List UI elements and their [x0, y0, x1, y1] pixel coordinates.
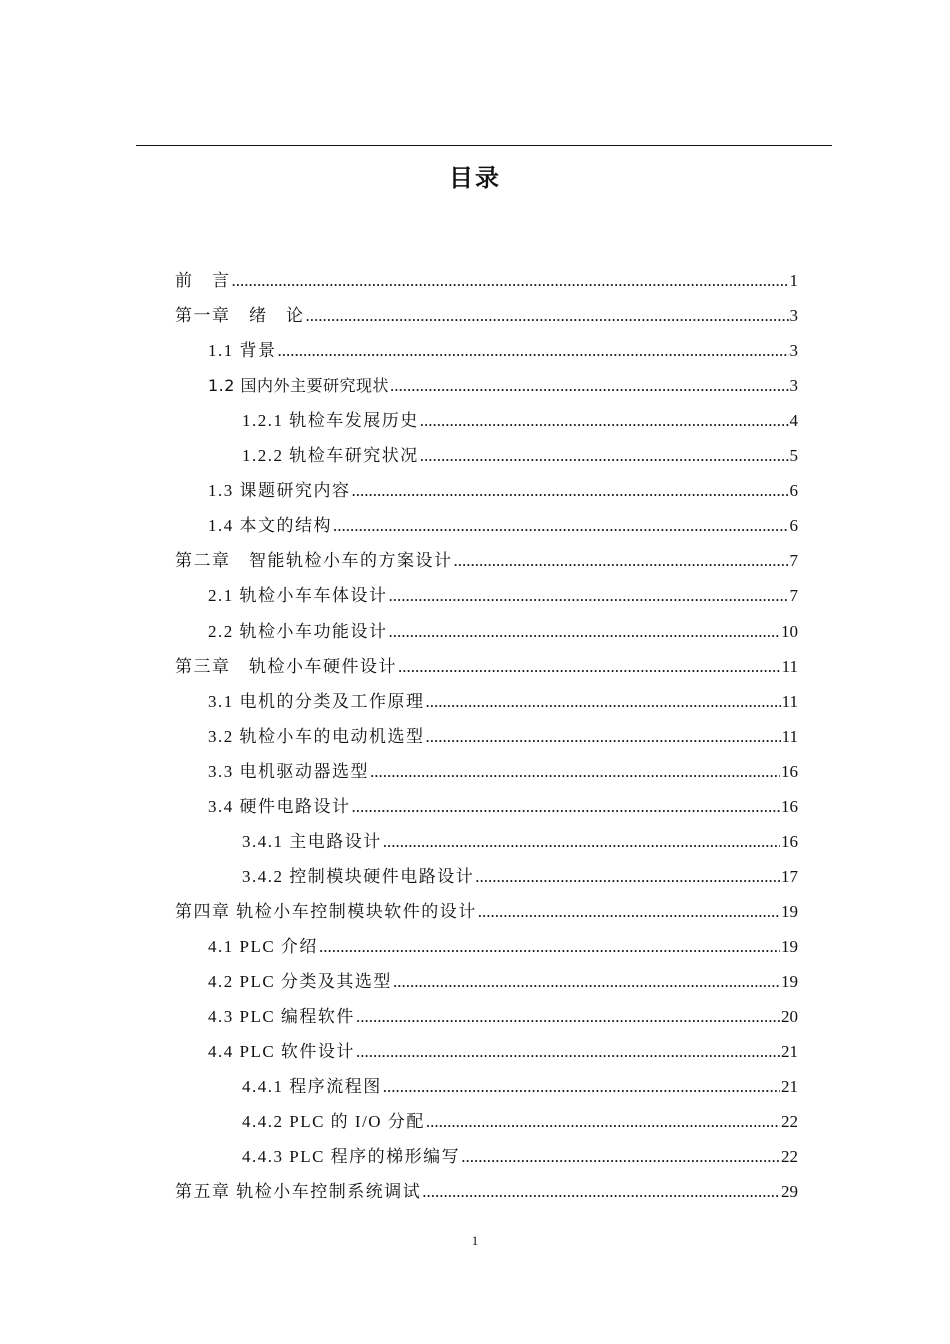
toc-entry-page: 22	[781, 1112, 798, 1132]
dot-leader	[370, 759, 780, 785]
toc-entry[interactable]	[208, 373, 798, 399]
toc-entry-page: 4	[789, 411, 798, 431]
toc-entry[interactable]	[208, 934, 798, 960]
toc-entry-page: 6	[789, 516, 798, 536]
page-title: 目录	[449, 164, 501, 192]
toc-entry[interactable]	[175, 268, 798, 294]
dot-leader	[352, 794, 781, 820]
toc-entry-page: 3	[789, 376, 798, 396]
toc-entry-label: 前 言	[175, 271, 231, 290]
toc-entry-label: 第四章 轨检小车控制模块软件的设计	[175, 901, 477, 921]
toc-entry-page: 7	[789, 551, 798, 571]
dot-leader	[426, 724, 781, 750]
toc-entry-page: 29	[781, 1182, 798, 1202]
toc-entry-label: 2.2 轨检小车功能设计	[208, 621, 388, 641]
dot-leader	[383, 1074, 780, 1100]
toc-entry-page: 21	[781, 1077, 798, 1097]
toc-entry-page: 5	[789, 446, 798, 466]
toc-entry-label: 4.1 PLC 介绍	[208, 936, 318, 956]
toc-entry-label: 第五章 轨检小车控制系统调试	[175, 1182, 422, 1202]
toc-entry-page: 16	[781, 796, 798, 816]
dot-leader	[475, 864, 780, 890]
toc-entry[interactable]	[208, 619, 798, 645]
toc-entry[interactable]	[208, 513, 798, 539]
toc-entry[interactable]	[175, 1179, 798, 1205]
toc-entry-page: 19	[781, 936, 798, 956]
toc-entry[interactable]	[208, 759, 798, 785]
toc-entry-page: 6	[789, 481, 798, 501]
toc-entry-label: 4.3 PLC 编程软件	[208, 1007, 355, 1027]
toc-entry-page: 11	[781, 726, 798, 746]
toc-entry-label: 1.3 课题研究内容	[208, 481, 351, 501]
toc-entry[interactable]	[208, 724, 798, 750]
toc-entry-page: 1	[789, 271, 798, 290]
toc-entry-label: 第二章 智能轨检小车的方案设计	[175, 551, 453, 571]
header-rule	[136, 145, 832, 146]
dot-leader	[356, 1039, 780, 1065]
toc-entry[interactable]	[175, 899, 798, 925]
dot-leader	[389, 619, 781, 645]
toc-entry[interactable]	[208, 478, 798, 504]
toc-entry-label: 1.2.2 轨检车研究状况	[242, 446, 419, 466]
dot-leader	[356, 1004, 780, 1030]
toc-entry-page: 7	[789, 586, 798, 606]
toc-entry[interactable]	[242, 1109, 798, 1135]
toc-entry-label: 4.4 PLC 软件设计	[208, 1042, 355, 1062]
dot-leader	[232, 268, 789, 294]
toc-entry-page: 3	[789, 306, 798, 326]
toc-entry-page: 11	[781, 656, 798, 676]
dot-leader	[306, 303, 789, 329]
toc-entry-label: 1.2 国内外主要研究现状	[208, 376, 390, 396]
toc-entry[interactable]	[208, 1039, 798, 1065]
toc-entry[interactable]	[242, 829, 798, 855]
dot-leader	[389, 583, 789, 609]
toc-entry[interactable]	[175, 654, 798, 680]
toc-entry-label: 4.4.2 PLC 的 I/O 分配	[242, 1112, 425, 1132]
toc-entry-label: 3.4.2 控制模块硬件电路设计	[242, 866, 475, 886]
dot-leader	[420, 408, 789, 434]
toc-entry[interactable]	[242, 864, 798, 890]
toc-entry-page: 19	[781, 972, 798, 991]
dot-leader	[426, 1109, 780, 1135]
toc-entry-label: 3.1 电机的分类及工作原理	[208, 691, 425, 711]
dot-leader	[398, 654, 781, 680]
toc-entry[interactable]	[242, 1144, 798, 1170]
toc-entry[interactable]	[208, 338, 798, 364]
toc-entry-label: 3.4.1 主电路设计	[242, 831, 382, 851]
toc-entry[interactable]	[208, 689, 798, 715]
toc-entry-page: 21	[781, 1042, 798, 1062]
toc-entry[interactable]	[242, 1074, 798, 1100]
dot-leader	[420, 443, 789, 469]
toc-entry-label: 4.4.1 程序流程图	[242, 1077, 382, 1097]
toc-entry-label: 3.2 轨检小车的电动机选型	[208, 726, 425, 746]
toc-entry-label: 1.4 本文的结构	[208, 516, 332, 536]
toc-entry[interactable]	[242, 443, 798, 469]
dot-leader	[478, 899, 780, 925]
dot-leader	[390, 373, 788, 399]
toc-entry[interactable]	[175, 303, 798, 329]
page-number: 1	[471, 1233, 479, 1248]
toc-entry-page: 3	[789, 341, 798, 361]
toc-entry-label: 4.4.3 PLC 程序的梯形编写	[242, 1147, 461, 1167]
toc-entry-page: 16	[781, 831, 798, 851]
dot-leader	[333, 513, 789, 539]
dot-leader	[454, 548, 789, 574]
toc-entry-page: 16	[781, 761, 798, 781]
toc-entry-label: 4.2 PLC 分类及其选型	[208, 972, 392, 991]
toc-entry-label: 2.1 轨检小车车体设计	[208, 586, 388, 606]
toc-entry[interactable]	[208, 969, 798, 995]
toc-entry-page: 17	[781, 866, 798, 886]
toc-entry[interactable]	[175, 548, 798, 574]
toc-entry[interactable]	[208, 583, 798, 609]
toc-entry-page: 20	[781, 1007, 798, 1027]
dot-leader	[319, 934, 780, 960]
dot-leader	[393, 969, 780, 995]
toc-entry-page: 10	[781, 621, 798, 641]
toc-entry-label: 第三章 轨检小车硬件设计	[175, 656, 397, 676]
toc-entry-label: 第一章 绪 论	[175, 306, 305, 326]
dot-leader	[278, 338, 789, 364]
dot-leader	[426, 689, 781, 715]
toc-entry-page: 19	[781, 901, 798, 921]
dot-leader	[422, 1179, 780, 1205]
toc-entry[interactable]	[208, 1004, 798, 1030]
toc-entry-label: 3.3 电机驱动器选型	[208, 761, 369, 781]
dot-leader	[352, 478, 789, 504]
toc-entry-page: 11	[781, 691, 798, 711]
toc-entry[interactable]	[242, 408, 798, 434]
dot-leader	[461, 1144, 780, 1170]
dot-leader	[383, 829, 780, 855]
toc-entry-label: 1.2.1 轨检车发展历史	[242, 411, 419, 431]
toc-entry-label: 1.1 背景	[208, 341, 277, 361]
toc-entry[interactable]	[208, 794, 798, 820]
toc-entry-page: 22	[781, 1147, 798, 1167]
toc-entry-label: 3.4 硬件电路设计	[208, 796, 351, 816]
